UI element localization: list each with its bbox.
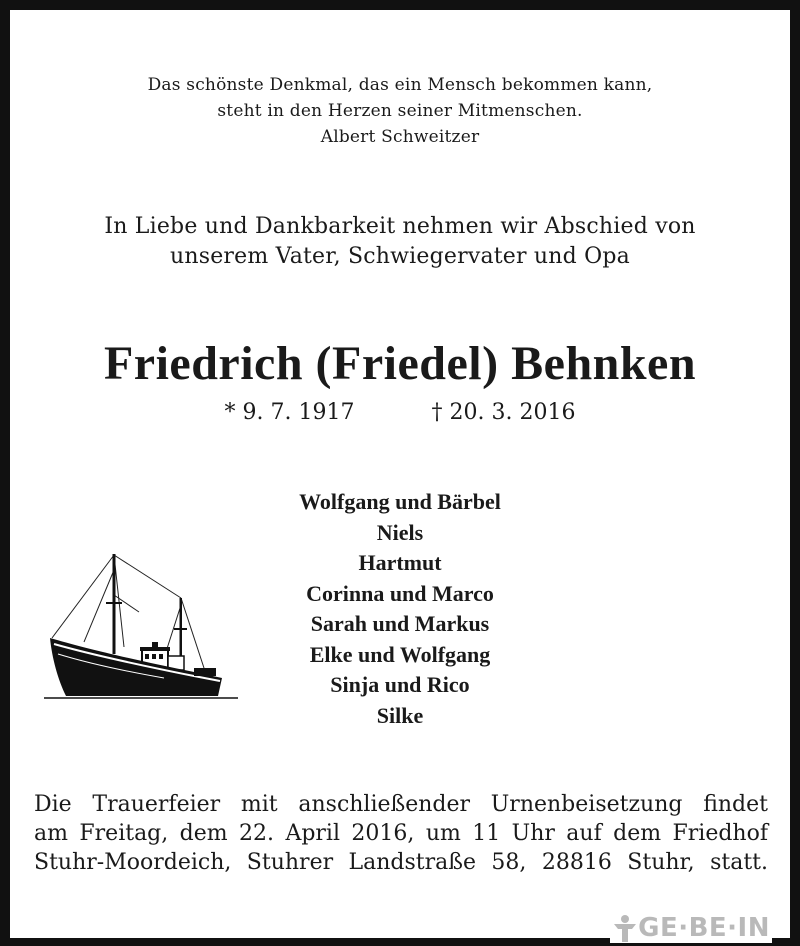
family-member: Sarah und Markus xyxy=(310,611,490,636)
funeral-notice xyxy=(34,790,768,877)
quote-line-2: steht in den Herzen seiner Mitmenschen. xyxy=(217,101,583,121)
family-member: Elke und Wolfgang xyxy=(309,641,491,667)
funeral-line-2: am Freitag, dem 22. April 2016, um 11 Uhr auf dem Friedhof xyxy=(34,821,768,846)
family-member: Niels xyxy=(376,519,424,545)
family-member: Hartmut xyxy=(358,550,442,575)
gebein-figure-icon xyxy=(612,914,638,942)
intro-block xyxy=(10,212,790,272)
funeral-line-3: Stuhr-Moordeich, Stuhrer Landstraße 58, 28816 Stuhr, statt. xyxy=(34,850,768,875)
birth-date: * 9. 7. 1917 xyxy=(224,400,355,425)
logo-text: GE·BE·IN xyxy=(638,913,770,943)
family-member: Wolfgang und Bärbel xyxy=(299,489,501,514)
family-member: Sinja und Rico xyxy=(330,672,470,697)
family-member: Silke xyxy=(376,702,424,728)
quote-block xyxy=(10,72,790,150)
life-dates xyxy=(10,396,790,430)
quote-author: Albert Schweitzer xyxy=(320,127,480,147)
intro-line-1: In Liebe und Dankbarkeit nehmen wir Abschied von xyxy=(104,214,696,239)
intro-line-2: unserem Vater, Schwiegervater und Opa xyxy=(169,244,630,269)
family-member: Corinna und Marco xyxy=(306,580,494,606)
deceased-name: Friedrich (Friedel) Behnken xyxy=(103,337,697,390)
gebein-logo xyxy=(610,913,772,943)
funeral-line-1: Die Trauerfeier mit anschließender Urnenbeisetzung findet xyxy=(34,792,768,817)
family-list xyxy=(200,487,600,731)
quote-line-1: Das schönste Denkmal, das ein Mensch bekommen kann, xyxy=(147,75,653,95)
death-date: † 20. 3. 2016 xyxy=(431,400,576,425)
